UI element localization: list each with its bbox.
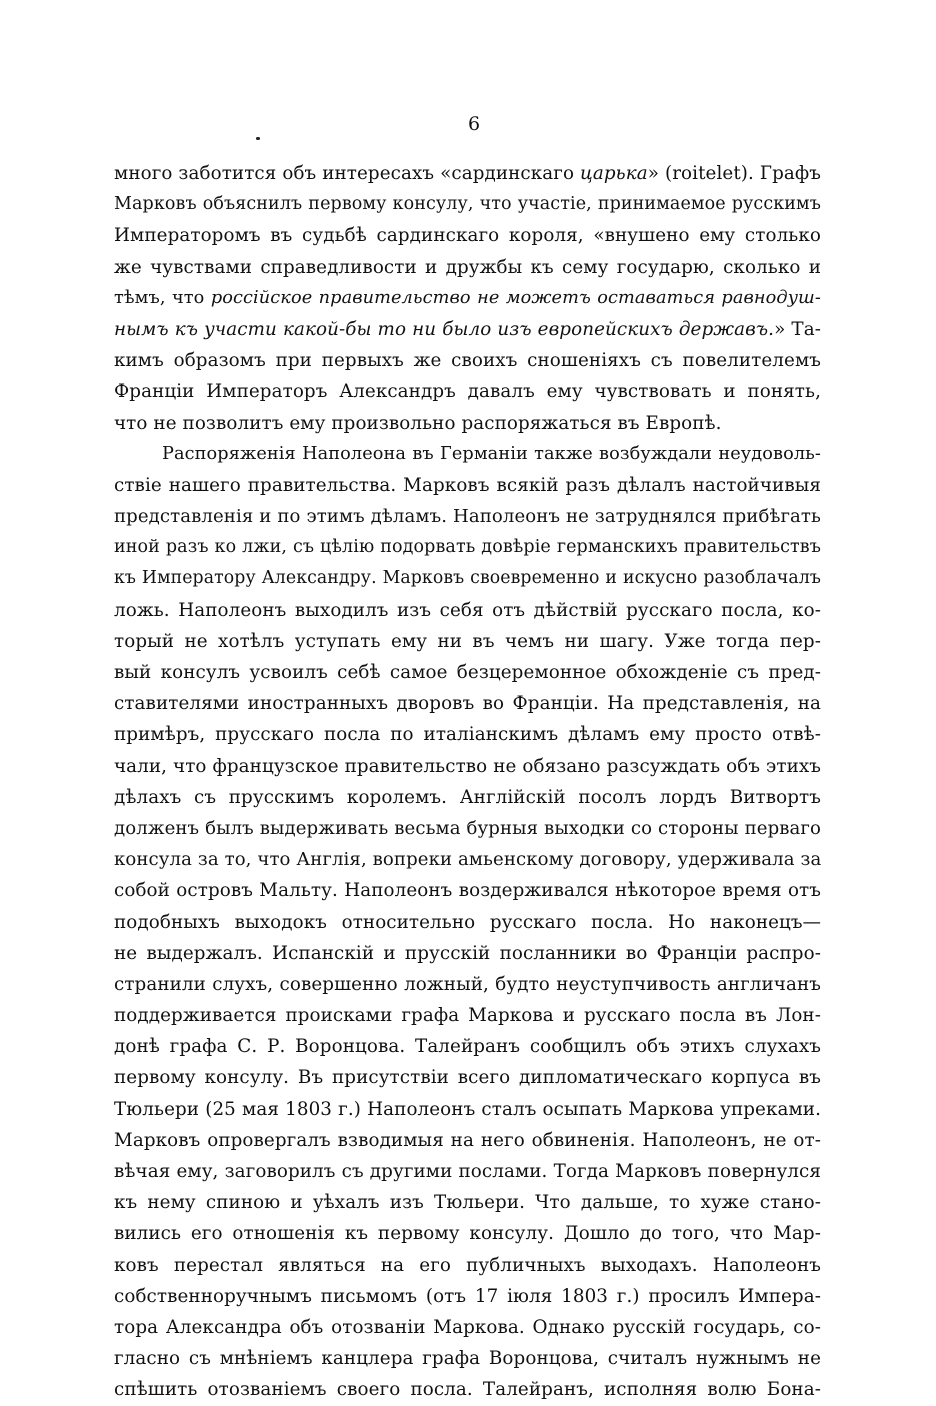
text-line: донѣ графа С. Р. Воронцова. Талейранъ сообщилъ объ этихъ слухахъ [114,1036,821,1058]
print-speck [256,137,260,140]
text-line: торый не хотѣлъ уступать ему ни въ чемъ ни шагу. Уже тогда пер- [114,630,821,652]
text-line: иной разъ ко лжи, съ цѣлію подорвать довѣріе германскихъ правительствъ [114,537,821,558]
text-line: дѣлахъ съ прусскимъ королемъ. Англійскій посолъ лордъ Витвортъ [114,786,821,808]
paragraph-2 [114,439,821,1406]
text-line: представленія и по этимъ дѣламъ. Наполеонъ не затруднялся прибѣгать [114,506,821,528]
text-line: ложь. Наполеонъ выходилъ изъ себя отъ дѣйствій русскаго посла, ко- [114,599,821,621]
text-line: нымъ къ участи какой-бы то ни было изъ европейскихъ державъ.» Та- [114,318,822,340]
text-line: вились его отношенія къ первому консулу. Дошло до того, что Мар- [114,1223,821,1245]
text-line: первому консулу. Въ присутствіи всего дипломатическаго корпуса въ [114,1067,821,1089]
text-line: собственноручнымъ письмомъ (отъ 17 іюля 1803 г.) просилъ Импера- [114,1285,821,1307]
text-line: же чувствами справедливости и дружбы къ сему государю, сколько и [114,256,821,278]
text-line: подобныхъ выходокъ относительно русскаго посла. Но наконецъ— [114,911,821,933]
text-line: долженъ былъ выдерживать весьма бурныя выходки со стороны перваго [114,817,821,839]
text-line: консула за то, что Англія, вопреки амьенскому договору, удерживала за [114,849,822,871]
text-line: что не позволитъ ему произвольно распоряжаться въ Европѣ. [114,412,722,434]
body-text [114,158,821,1406]
text-line: Тюльери (25 мая 1803 г.) Наполеонъ сталъ осыпать Маркова упреками. [114,1098,821,1120]
italic-text: царька [580,163,648,184]
text-line: къ Императору Александру. Марковъ своевременно и искусно разоблачалъ [114,568,821,589]
text-line: вый консулъ усвоилъ себѣ самое безцеремонное обхожденіе съ пред- [114,662,821,683]
text-line: Марковъ опровергалъ взводимыя на него обвиненія. Наполеонъ, не от- [114,1129,821,1151]
text-line: ствіе нашего правительства. Марковъ всякій разъ дѣлалъ настойчивыя [114,474,821,496]
text-line: Распоряженія Наполеона въ Германіи также возбуждали неудоволь- [162,443,821,464]
text-line: вѣчая ему, заговорилъ съ другими послами. Тогда Марковъ повернулся [114,1161,821,1182]
text-line: спѣшить отозваніемъ своего посла. Талейранъ, исполняя волю Бона- [114,1379,821,1401]
page-number: 6 [467,113,481,135]
paragraph-1 [114,158,821,439]
italic-text: нымъ къ участи какой-бы то ни было изъ европейскихъ державъ. [114,318,775,340]
text-line: чали, что французское правительство не обязано разсуждать объ этихъ [114,755,821,777]
text-line: Императоромъ въ судьбѣ сардинскаго короля, «внушено ему столько [114,225,821,247]
text-line: Марковъ объяснилъ первому консулу, что участіе, принимаемое русскимъ [114,194,821,215]
text-line: не выдержалъ. Испанскій и прусскій посланники во Франціи распро- [114,942,821,964]
text-line: поддерживается происками графа Маркова и русскаго посла въ Лон- [114,1005,821,1027]
italic-text: россійское правительство не можетъ оставаться равнодуш- [210,287,821,308]
text-line: собой островъ Мальту. Наполеонъ воздерживался нѣкоторое время отъ [114,880,821,902]
text-line: гласно съ мнѣніемъ канцлера графа Воронцова, считалъ нужнымъ не [114,1348,821,1370]
text-line: странили слухъ, совершенно ложный, будто неуступчивость англичанъ [114,973,821,995]
text-line: Франціи Императоръ Александръ давалъ ему чувствовать и понять, [114,381,821,403]
text-line: тѣмъ, что россійское правительство не можетъ оставаться равнодуш- [114,287,821,308]
text-line: ставителями иностранныхъ дворовъ во Франціи. На представленія, на [114,693,821,715]
text-line: къ нему спиною и уѣхалъ изъ Тюльери. Что дальше, то хуже стано- [114,1192,821,1214]
text-line: тора Александра объ отозваніи Маркова. Однако русскій государь, со- [114,1316,821,1338]
text-line: много заботится объ интересахъ «сардинскаго царька» (roitelet). Графъ [114,163,822,184]
text-line: кимъ образомъ при первыхъ же своихъ сношеніяхъ съ повелителемъ [114,350,821,372]
text-line: примѣръ, прусскаго посла по италіанскимъ дѣламъ ему просто отвѣ- [114,724,821,746]
text-line: ковъ перестал являться на его публичныхъ выходахъ. Наполеонъ [114,1254,821,1276]
